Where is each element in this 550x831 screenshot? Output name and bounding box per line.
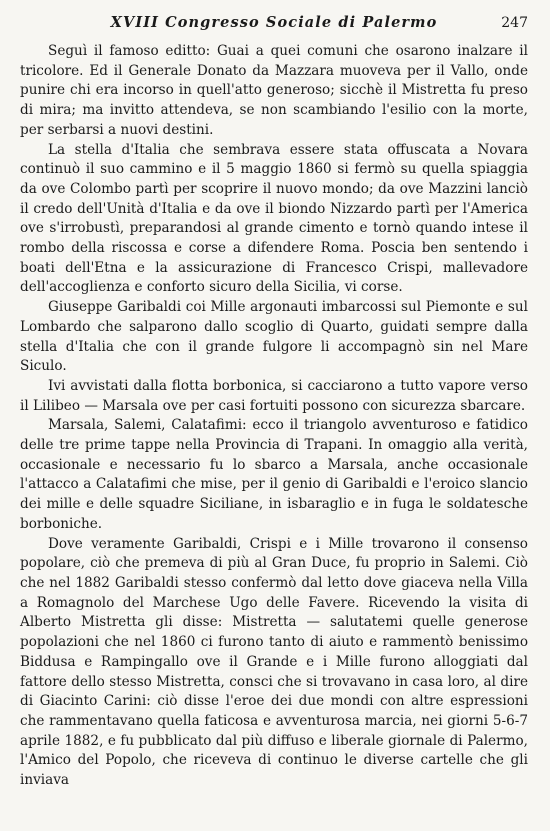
paragraph: Giuseppe Garibaldi coi Mille argonauti imbarcossi sul Piemonte e sul Lombardo che salparono dallo scoglio di Quarto, guidati sempre dalla stella d'Italia che con il grande fulgore li accompagnò sin nel Mare Siculo. — [20, 299, 528, 375]
page-header — [20, 14, 528, 38]
paragraph: La stella d'Italia che sembrava essere stata offuscata a Novara continuò il suo cammino e il 5 maggio 1860 si fermò su quella spiaggia da ove Colombo partì per scoprire il nuovo mondo; da ove Mazzini lanciò il credo dell'Unità d'Italia e da ove il biondo Nizzardo partì per l'America ove s'irrobustì, preparandosi al grande cimento e tornò quando intese il rombo della riscossa e corse a difendere Roma. Poscia ben sentendo i boati dell'Etna e la assicurazione di Francesco Crispi, mallevadore dell'accoglienza e conforto sicuro della Sicilia, vi corse. — [20, 141, 528, 296]
body-text — [20, 42, 528, 791]
page-number: 247 — [501, 15, 528, 31]
paragraph: Ivi avvistati dalla flotta borbonica, si cacciarono a tutto vapore verso il Lilibeo — Marsala ove per casi fortuiti possono con sicurezza sbarcare. — [20, 377, 528, 414]
running-title: XVIII Congresso Sociale di Palermo — [110, 14, 438, 31]
paragraph: Marsala, Salemi, Calatafimi: ecco il triangolo avventuroso e fatidico delle tre prime tappe nella Provincia di Trapani. In omaggio alla verità, occasionale e necessario fu lo sbarco a Marsala, anche occasionale l'attacco a Calatafimi che mise, per il genio di Garibaldi e l'eroico slancio dei mille e delle squadre Siciliane, in isbaraglio e in fuga le soldatesche borboniche. — [20, 417, 528, 532]
paragraph: Seguì il famoso editto: Guai a quei comuni che osarono inalzare il tricolore. Ed il Generale Donato da Mazzara muoveva per il Vallo, onde punire chi era incorso in quell'atto generoso; sicchè il Mistretta fu preso di mira; ma invitto attendeva, se non scambiando l'esilio con la morte, per serbarsi a nuovi destini. — [20, 43, 528, 138]
paragraph: Dove veramente Garibaldi, Crispi e i Mille trovarono il consenso popolare, ciò che premeva di più al Gran Duce, fu proprio in Salemi. Ciò che nel 1882 Garibaldi stesso confermò dal letto dove giaceva nella Villa a Romagnolo del Marchese Ugo delle Favere. Ricevendo la visita di Alberto Mistretta gli disse: Mistretta — salutatemi quelle generose popolazioni che nel 1860 ci furono tanto di aiuto e rammentò benissimo Biddusa e Rampingallo ove il Grande e i Mille furono alloggiati dal fattore dello stesso Mistretta, consci che si trovavano in casa loro, al dire di Giacinto Carini: ciò disse l'eroe dei due mondi con altre espressioni che rammentavano quella faticosa e avventurosa marcia, nei giorni 5-6-7 aprile 1882, e fu pubblicato dal più diffuso e liberale giornale di Palermo, l'Amico del Popolo, che riceveva di continuo le diverse cartelle che gli inviava — [20, 535, 528, 789]
